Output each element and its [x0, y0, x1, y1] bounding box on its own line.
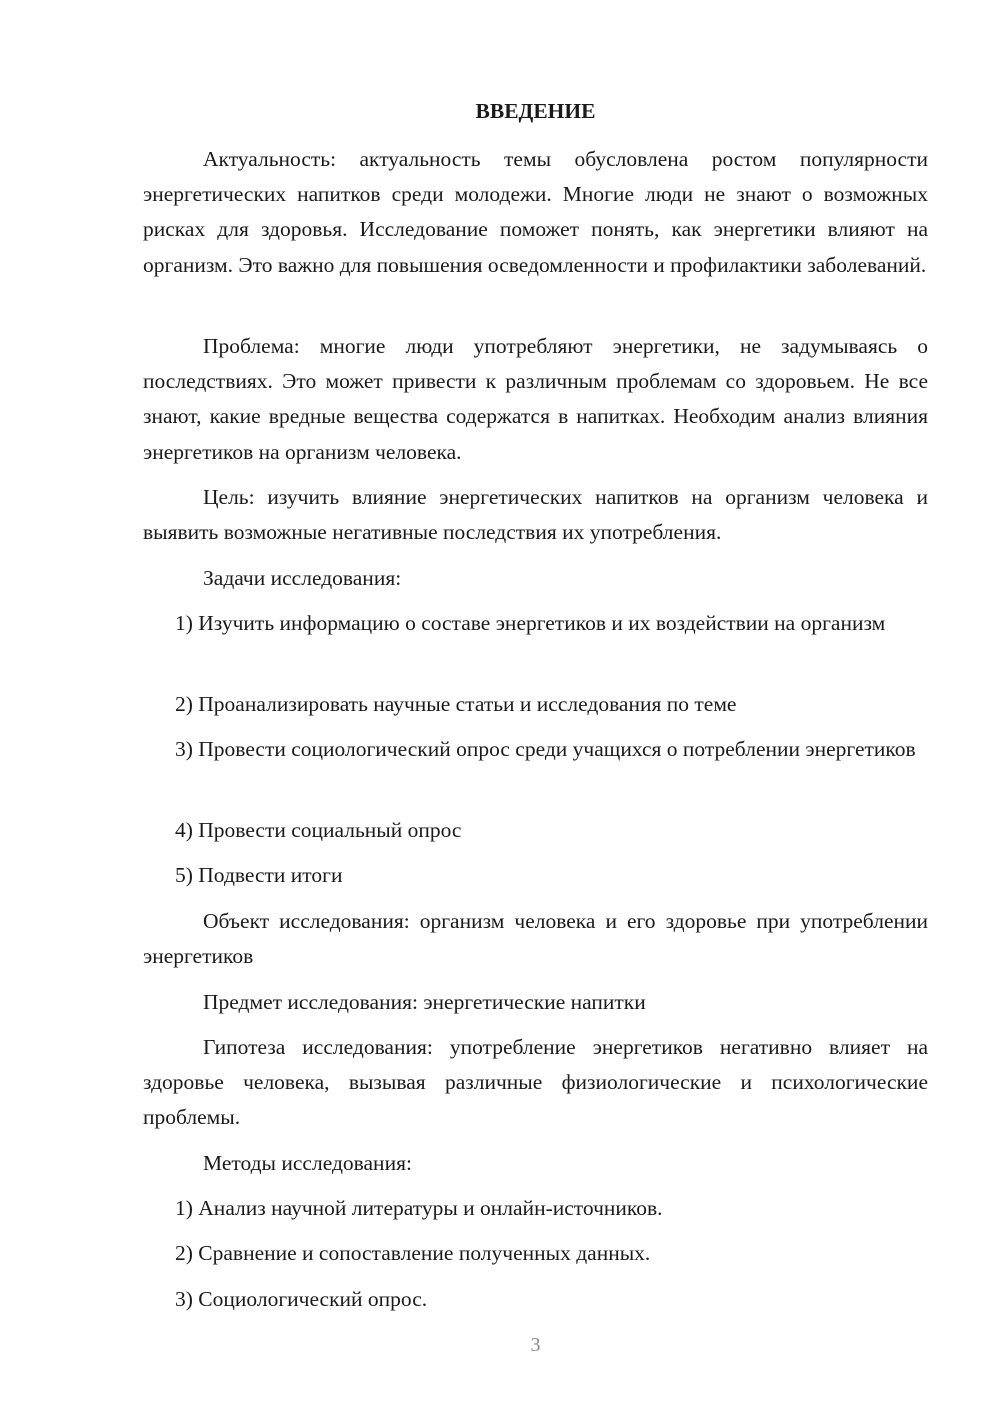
method-item-3: 3) Социологический опрос.: [175, 1287, 428, 1311]
page-number: 3: [530, 1334, 541, 1356]
document-page: [143, 0, 928, 1414]
paragraph-object: Объект исследования: организм человека и его здоровье при употреблении энергетиков: [143, 909, 928, 969]
task-item-2: 2) Проанализировать научные статьи и исследования по теме: [175, 692, 737, 716]
methods-heading: Методы исследования:: [203, 1151, 412, 1175]
task-item-1: 1) Изучить информацию о составе энергетиков и их воздействии на организм: [175, 611, 886, 635]
paragraph-goal: Цель: изучить влияние энергетических напитков на организм человека и выявить возможные негативные последствия их употребления.: [143, 485, 928, 545]
paragraph-problem: Проблема: многие люди употребляют энергетики, не задумываясь о последствиях. Это может привести к различным проблемам со здоровьем. Не все знают, какие вредные вещества содержатся в напитках. Необходим анализ влияния энергетиков на организм человека.: [143, 334, 928, 464]
paragraph-relevance: Актуальность: актуальность темы обусловлена ростом популярности энергетических напитков среди молодежи. Многие люди не знают о возможных рисках для здоровья. Исследование поможет понять, как энергетики влияют на организм. Это важно для повышения осведомленности и профилактики заболеваний.: [143, 147, 928, 277]
method-item-2: 2) Сравнение и сопоставление полученных данных.: [175, 1241, 651, 1265]
page-title: ВВЕДЕНИЕ: [475, 99, 596, 123]
task-item-4: 4) Провести социальный опрос: [175, 818, 462, 842]
paragraph-subject: Предмет исследования: энергетические напитки: [203, 990, 646, 1014]
task-item-3: 3) Провести социологический опрос среди учащихся о потреблении энергетиков: [175, 737, 916, 761]
tasks-heading: Задачи исследования:: [203, 566, 402, 590]
method-item-1: 1) Анализ научной литературы и онлайн-источников.: [175, 1196, 663, 1220]
paragraph-hypothesis: Гипотеза исследования: употребление энергетиков негативно влияет на здоровье человека, вызывая различные физиологические и психологические проблемы.: [143, 1035, 928, 1130]
task-item-5: 5) Подвести итоги: [175, 863, 343, 887]
